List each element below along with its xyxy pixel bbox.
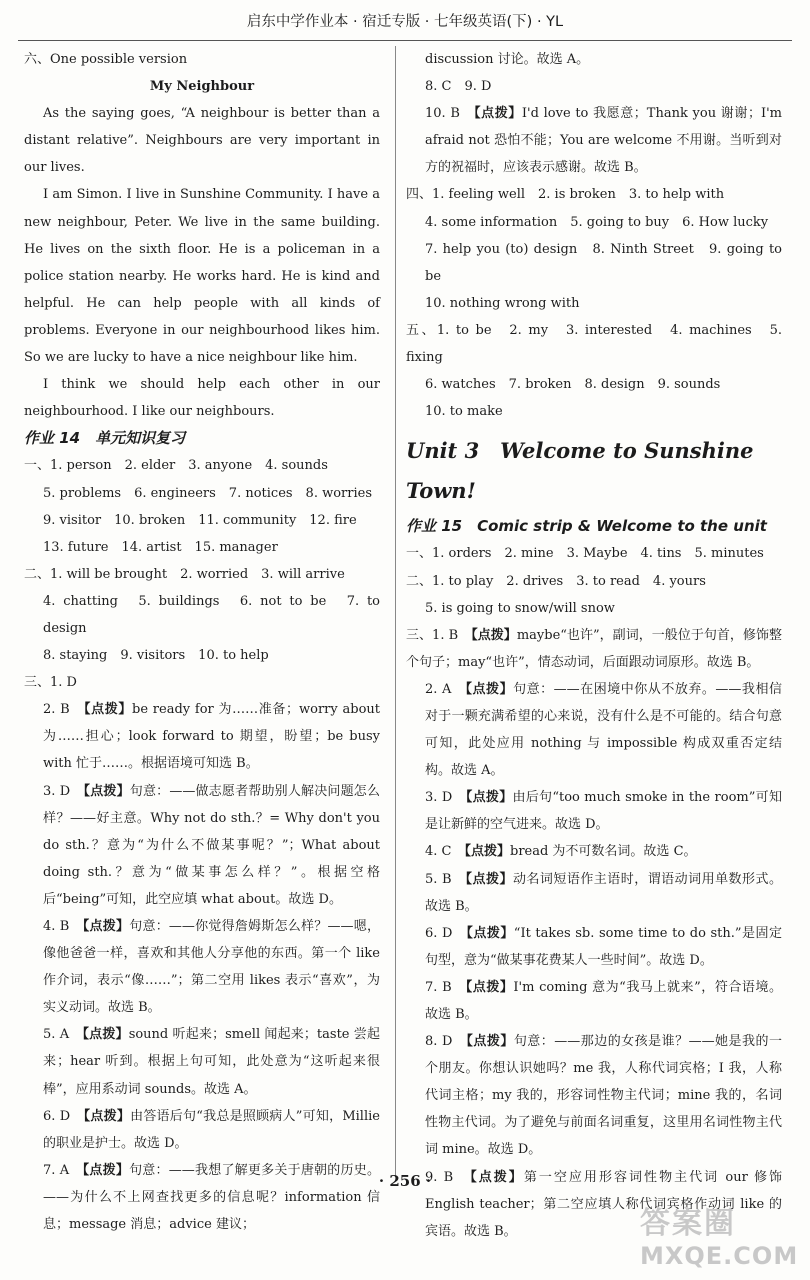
hint-tag: 【点拨】 xyxy=(82,919,130,934)
site-watermark xyxy=(636,1196,799,1276)
hint-text: 由答语后句“我总是照顾病人”可知，Millie 的职业是护士。故选 D。 xyxy=(43,1108,380,1151)
watermark-site: MXQE.COM xyxy=(640,1242,799,1270)
answer-line: 10. to make xyxy=(425,404,503,420)
hint-text: bread 为不可数名词。故选 C。 xyxy=(510,844,697,860)
explanation-item xyxy=(406,974,782,1028)
item-number: 4. B xyxy=(43,919,83,934)
hint-tag: 【点拨】 xyxy=(470,1169,524,1185)
hint-text: I'd love to 我愿意；Thank you 谢谢；I'm afraid not 恐怕不能；You are welcome 不用谢。当听到对方的祝福时，应该表示感谢。故选 B。 xyxy=(425,106,782,176)
hint-text: I'm coming 意为“我马上就来”，符合语境。故选 B。 xyxy=(425,979,782,1022)
hint-tag: 【点拨】 xyxy=(83,1108,131,1124)
hint-text: be ready for 为……准备；worry about 为……担心；look forward to 期望，盼望；be busy with 忙于……。根据语境可知选 B。 xyxy=(43,702,380,772)
answer-line: 10. nothing wrong with xyxy=(425,295,580,311)
item-number: 2. A xyxy=(425,681,466,697)
explanation-item xyxy=(406,1028,782,1163)
explanation-item xyxy=(406,920,782,974)
item-number: 5. A xyxy=(43,1027,83,1043)
explanation-item xyxy=(24,1157,380,1238)
answer-line: 7. help you (to) design 8. Ninth Street 9. going to be xyxy=(425,241,782,284)
hint-tag: 【点拨】 xyxy=(465,681,514,697)
explanation-item xyxy=(24,778,380,913)
item-number: 7. B xyxy=(425,979,466,995)
answer-line: 6. watches 7. broken 8. design 9. sounds xyxy=(425,377,721,393)
answer-line: 8. C 9. D xyxy=(425,79,492,95)
hint-text: 由后句“too much smoke in the room”可知是让新鲜的空气进来。故选 D。 xyxy=(425,790,782,833)
explanation-item xyxy=(24,1021,380,1102)
item-number: 6. D xyxy=(43,1108,84,1124)
explanation-item xyxy=(24,913,380,1021)
hint-tag: 【点拨】 xyxy=(466,1034,514,1050)
watermark-glyphs: 答案圈 xyxy=(640,1206,736,1241)
hint-tag: 【点拨】 xyxy=(465,871,513,887)
item-number: 5. B xyxy=(425,871,466,887)
page-header: 启东中学作业本 · 宿迁专版 · 七年级英语(下) · YL xyxy=(246,14,564,30)
homework-15-title: 作业 15 Comic strip & Welcome to the unit xyxy=(406,517,767,536)
answer-line: 9. visitor 10. broken 11. community 12. fire xyxy=(43,512,357,528)
essay-heading: 六、One possible version xyxy=(24,52,188,67)
explanation-item xyxy=(406,622,782,676)
hint-text: 动名词短语作主语时，谓语动词用单数形式。故选 B。 xyxy=(425,871,782,914)
answer-line: 4. some information 5. going to buy 6. How lucky xyxy=(425,214,769,230)
essay-paragraph: As the saying goes, “A neighbour is better than a distant relative”. Neighbours are very important in our lives. xyxy=(24,106,380,176)
answer-line: 8. staying 9. visitors 10. to help xyxy=(43,648,269,664)
item-number: 8. D xyxy=(425,1034,467,1050)
hint-text: “It takes sb. some time to do sth.”是固定句型，意为“做某事花费某人一些时间”。故选 D。 xyxy=(425,925,782,968)
explanation-item xyxy=(406,838,782,865)
answer-line: 五、1. to be 2. my 3. interested 4. machines 5. fixing xyxy=(406,322,782,366)
item-number: 2. B xyxy=(43,702,84,718)
hint-text: maybe“也许”，副词，一般位于句首，修饰整个句子；may“也许”，情态动词，后面跟动词原形。故选 B。 xyxy=(406,627,782,670)
hint-tag: 【点拨】 xyxy=(83,702,133,718)
answer-line: 5. is going to snow/will snow xyxy=(425,600,615,616)
hint-text: sound 听起来；smell 闻起来；taste 尝起来；hear 听到。根据上句可知，此处意为“这听起来很棒”，应用系动词 sounds。故选 A。 xyxy=(43,1027,380,1097)
homework-14-title: 作业 14 单元知识复习 xyxy=(24,429,186,448)
continued-text: discussion 讨论。故选 A。 xyxy=(425,52,590,67)
item-number: 4. C xyxy=(425,844,465,860)
hint-tag: 【点拨】 xyxy=(82,1162,130,1178)
essay-title: My Neighbour xyxy=(149,79,255,95)
answer-line: 三、1. D xyxy=(24,675,77,691)
hint-tag: 【点拨】 xyxy=(465,790,513,806)
page-number: · 256 · xyxy=(378,1172,432,1190)
hint-text: 句意：——我想了解更多关于唐朝的历史。——为什么不上网查找更多的信息呢？information 信息；message 消息；advice 建议； xyxy=(43,1162,380,1233)
right-column xyxy=(406,46,782,1245)
answer-line: 四、1. feeling well 2. is broken 3. to help with xyxy=(406,187,725,203)
hint-text: 句意：——你觉得詹姆斯怎么样？——嗯，像他爸爸一样，喜欢和其他人分享他的东西。第一个 like 作介词，表示“像……”；第二空用 likes 表示“喜欢”，为实义动词。故选 B。 xyxy=(43,919,380,1016)
answer-line: 二、1. to play 2. drives 3. to read 4. yours xyxy=(406,573,706,589)
essay-paragraph: I am Simon. I live in Sunshine Community. I have a new neighbour, Peter. We live in the same building. He lives on the sixth floor. He is a policeman in a police station nearby. He works hard. He is kind and helpful. He can help people with all kinds of problems. Everyone in our neighbourhood likes him. So we are lucky to have a nice neighbour like him. xyxy=(24,187,380,366)
answer-line: 一、1. person 2. elder 3. anyone 4. sounds xyxy=(24,458,328,474)
item-number: 7. A xyxy=(43,1162,83,1178)
hint-text: 第一空应用形容词性物主代词 our 修饰 English teacher；第二空应填人称代词宾格作动词 like 的宾语。故选 B。 xyxy=(425,1169,782,1239)
answer-line: 一、1. orders 2. mine 3. Maybe 4. tins 5. minutes xyxy=(406,546,764,562)
explanation-item xyxy=(406,784,782,838)
item-number: 三、1. B xyxy=(406,627,472,643)
explanation-item xyxy=(24,1103,380,1157)
hint-tag: 【点拨】 xyxy=(465,979,514,995)
hint-tag: 【点拨】 xyxy=(474,106,522,122)
explanation-item xyxy=(406,100,782,181)
explanation-item xyxy=(406,866,782,920)
hint-text: 句意：——那边的女孩是谁？——她是我的一个朋友。你想认识她吗？me 我，人称代词宾格；I 我，人称代词主格；my 我的，形容词性物主代词；mine 我的，名词性物主代词。为了避免与前面名词重复，这里用名词性物主代词 mine。故选 D。 xyxy=(425,1034,782,1158)
hint-tag: 【点拨】 xyxy=(82,1027,129,1043)
column-divider xyxy=(395,46,396,1176)
hint-tag: 【点拨】 xyxy=(83,783,130,799)
item-number: 6. D xyxy=(425,925,467,941)
answer-line: 13. future 14. artist 15. manager xyxy=(43,539,278,555)
answer-line: 二、1. will be brought 2. worried 3. will arrive xyxy=(24,566,345,582)
item-number: 3. D xyxy=(43,783,84,799)
hint-text: 句意：——做志愿者帮助别人解决问题怎么样？——好主意。Why not do sth.？= Why don't you do sth.？意为“为什么不做某事呢？”；What about doing sth.？意为“做某事怎么样？”。根据空格后“being”可知，此空应填 what about。故选 D。 xyxy=(43,783,380,907)
unit-title: Unit 3 Welcome to Sunshine Town! xyxy=(406,438,754,504)
hint-tag: 【点拨】 xyxy=(471,627,517,643)
answer-line: 5. problems 6. engineers 7. notices 8. worries xyxy=(43,485,372,501)
item-number: 10. B xyxy=(425,106,475,122)
explanation-item xyxy=(406,676,782,784)
left-column xyxy=(24,46,380,1238)
essay-paragraph: I think we should help each other in our neighbourhood. I like our neighbours. xyxy=(24,377,380,420)
item-number: 3. D xyxy=(425,790,466,806)
explanation-item xyxy=(24,696,380,777)
hint-tag: 【点拨】 xyxy=(464,844,510,860)
answer-line: 4. chatting 5. buildings 6. not to be 7. to design xyxy=(43,593,380,636)
header-rule xyxy=(18,40,792,41)
hint-text: 句意：——在困境中你从不放弃。——我相信对于一颗充满希望的心来说，没有什么是不可能的。结合句意可知，此处应用 nothing 与 impossible 构成双重否定结构。故选 A。 xyxy=(425,681,782,779)
hint-tag: 【点拨】 xyxy=(466,925,514,941)
item-number: 9. B xyxy=(425,1169,471,1185)
